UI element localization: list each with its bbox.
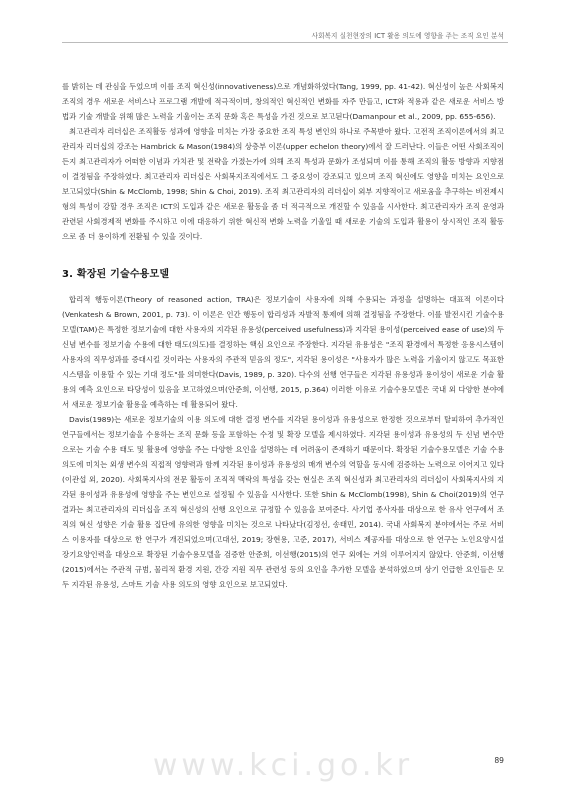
paragraph-innovativeness: 를 밝히는 데 관심을 두었으며 이를 조직 혁신성(innovativeness)으로 개념화하였다(Tang, 1999, pp. 41-42). 혁신성이 높은 사회복지조직의 경우 새로운 서비스나 프로그램 개발에 적극적이며, 창의적인 혁신적인 변화를 자주 만들고, ICT와 적용과 같은 새로운 서비스 방법과 기술 개발을 위해 많은 노력을 기울이는 조직 문화 혹은 특성을 가진 것으로 보고된다(Damanpour et al., 2009, pp. 655-656). [62,82,504,122]
paragraph-tra-tam: 합리적 행동이론(Theory of reasoned action, TRA)은 정보기술이 사용자에 의해 수용되는 과정을 설명하는 대표적 이론이다(Venkatesh & Brown, 2001, p. 73). 이 이론은 인간 행동이 합리성과 자발적 통제에 의해 결정됨을 주장한다. 이를 발전시킨 기술수용모델(TAM)은 특정한 정보기술에 대한 사용자의 지각된 유용성(perceived usefulness)과 지각된 용이성(perceived ease of use)의 두 신념 변수를 정보기술 수용에 대한 태도(의도)를 결정하는 핵심 요인으로 주장한다. 지각된 유용성은 "조직 환경에서 특정한 응용시스템이 사용자의 직무성과를 증대시킬 것이라는 사용자의 주관적 믿음의 정도", 지각된 용이성은 "사용자가 많은 노력을 기울이지 않고도 목표한 시스템을 이용할 수 있는 기대 정도"를 의미한다(Davis, 1989, p. 320). 다수의 선행 연구들은 지각된 유용성과 용이성이 새로운 기술 활용의 예측 요인으로 타당성이 있음을 보고하였으며(안준희, 이선행, 2015, p.364) 이러한 이유로 기술수용모델은 국내 외 다양한 분야에서 새로운 정보기술 활용을 예측하는 데 활용되어 왔다. [62,294,504,409]
article-body [62,79,504,592]
header-rule [62,42,508,43]
page-number: 89 [494,756,504,765]
paragraph-extended-tam: Davis(1989)는 새로운 정보기술의 이용 의도에 대한 결정 변수를 지각된 용이성과 유용성으로 한정한 것으로부터 탈피하여 추가적인 연구들에서는 정보기술을 수용하는 조직 문화 등을 포함하는 수정 및 확장 모델을 제시하였다. 지각된 용이성과 유용성의 두 신념 변수만으로는 기술 수용 태도 및 활용에 영향을 주는 다양한 요인을 설명하는 데 어려움이 존재하기 때문이다. 확장된 기술수용모델은 기술 수용 의도에 미치는 외생 변수의 직접적 영향력과 함께 지각된 용이성과 유용성의 매개 변수의 역할을 동시에 검증하는 노력으로 이어지고 있다(이관섭 외, 2020). 사회복지사의 전문 활동이 조직적 맥락의 특성을 갖는 현실은 조직 혁신성과 최고관리자의 리더십이 사회복지사의 지각된 용이성과 유용성에 영향을 주는 변인으로 설정될 수 있음을 시사한다. 또한 Shin & McClomb(1998), Shin & Choi(2019)의 연구 결과는 최고관리자의 리더십을 조직 혁신성의 선행 요인으로 규정할 수 있음을 보여준다. 사기업 종사자를 대상으로 한 유사 연구에서 조직의 혁신 성향은 기술 활용 집단에 유의한 영향을 미치는 것으로 나타났다(김정선, 송태민, 2014). 국내 사회복지 분야에서는 주로 서비스 이용자를 대상으로 한 연구가 개진되었으며(고대선, 2019; 장현용, 고준, 2017), 서비스 제공자를 대상으로 한 연구는 노인요양시설 장기요양인력을 대상으로 확장된 기술수용모델을 검증한 안준희, 이선행(2015)의 연구 외에는 거의 이루어지지 않았다. 안준희, 이선행(2015)에서는 주관적 규범, 물리적 환경 지원, 간강 지원 직무 관련성 등의 요인을 추가한 모델을 분석하였으며 상기 언급한 요인들은 모두 지각된 유용성, 스마트 기술 사용 의도의 영향 요인으로 보고되었다. [62,414,504,590]
section-heading: 3. 확장된 기술수용모델 [62,268,170,280]
paragraph-leadership: 최고관리자 리더십은 조직활동 성과에 영향을 미치는 가장 중요한 조직 특성 변인의 하나로 주목받아 왔다. 고전적 조직이론에서의 최고관리자 리더십의 강조는 Hambrick & Mason(1984)의 상층부 이론(upper echelon theory)에서 잘 드러난다. 이들은 어떤 사회조직이든지 최고관리자가 어떠한 이념과 가치관 및 전략을 가졌는가에 의해 조직 특성과 문화가 조성되며 이를 통해 조직의 활동 방향과 지향점이 결정됨을 주장하였다. 최고관리자 리더십은 사회복지조직에서도 그 중요성이 강조되고 있으며 조직 혁신에도 영향을 미치는 요인으로 보고되었다(Shin & McClomb, 1998; Shin & Choi, 2019). 조직 최고관리자의 리더십이 외부 지향적이고 새로움을 추구하는 비전제시형의 특성이 강할 경우 조직은 ICT의 도입과 같은 새로운 활동을 좀 더 적극적으로 개진할 수 있음을 시사한다. 최고관리자가 조직 운영과 관련된 사회경제적 변화를 주시하고 이에 대응하기 위한 혁신적 변화 노력을 기울일 때 새로운 기술의 도입과 활용이 상시적인 조직 활동으로 좀 더 용이하게 전환될 수 있을 것이다. [62,127,504,242]
running-header: 사회복지 실천현장의 ICT 활용 의도에 영향을 주는 조직 요인 분석 [311,32,504,40]
watermark: www.kci.go.kr [152,748,414,783]
